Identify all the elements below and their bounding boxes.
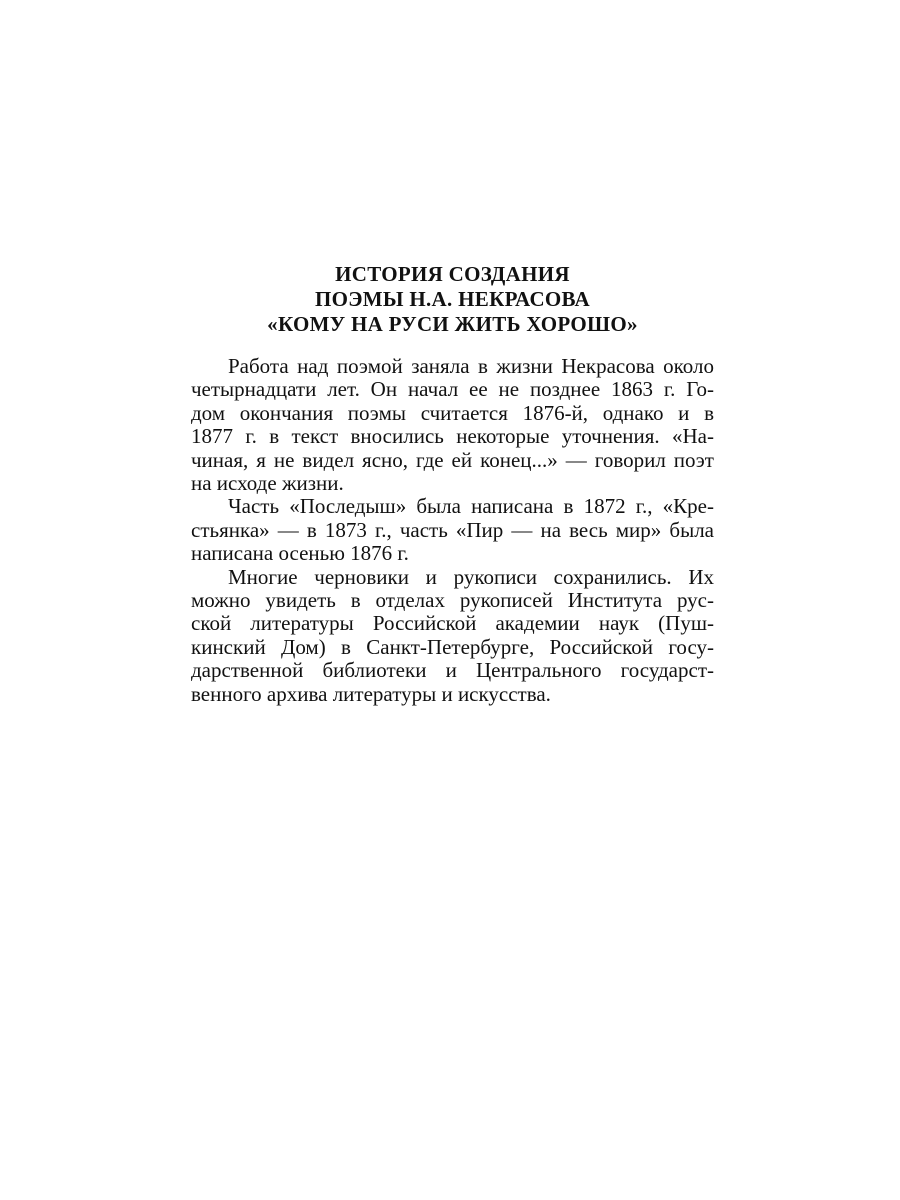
paragraph-line: венного архива литературы и искусства. bbox=[191, 681, 551, 706]
paragraph-line: дом окончания поэмы считается 1876-й, однако и в bbox=[191, 400, 714, 425]
paragraph-line: ской литературы Российской академии наук (Пуш- bbox=[191, 611, 714, 636]
paragraph-1 bbox=[191, 355, 714, 495]
paragraph-line: дарственной библиотеки и Центрального государст- bbox=[191, 658, 714, 683]
heading-line-3: «КОМУ НА РУСИ ЖИТЬ ХОРОШО» bbox=[267, 312, 638, 336]
text-block bbox=[191, 262, 714, 706]
paragraph-2 bbox=[191, 495, 714, 565]
paragraph-line: четырнадцати лет. Он начал ее не позднее 1863 г. Го- bbox=[191, 377, 714, 402]
chapter-heading bbox=[191, 262, 714, 337]
paragraph-line: кинский Дом) в Санкт-Петербурге, Российской госу- bbox=[191, 634, 714, 659]
paragraph-line: Многие черновики и рукописи сохранились. Их bbox=[228, 564, 714, 589]
paragraph-line: 1877 г. в текст вносились некоторые уточнения. «На- bbox=[191, 424, 714, 449]
paragraph-line: Часть «Последыш» была написана в 1872 г., «Кре- bbox=[228, 494, 714, 519]
paragraph-line: Работа над поэмой заняла в жизни Некрасова около bbox=[228, 354, 714, 378]
paragraph-3 bbox=[191, 566, 714, 706]
paragraph-line: написана осенью 1876 г. bbox=[191, 541, 409, 566]
heading-line-2: ПОЭМЫ Н.А. НЕКРАСОВА bbox=[314, 287, 591, 311]
paragraph-line: стьянка» — в 1873 г., часть «Пир — на весь мир» была bbox=[191, 517, 714, 542]
paragraph-line: чиная, я не видел ясно, где ей конец...» — говорил поэт bbox=[191, 447, 714, 472]
heading-line-1: ИСТОРИЯ СОЗДАНИЯ bbox=[335, 262, 570, 286]
paragraph-line: можно увидеть в отделах рукописей Института рус- bbox=[191, 588, 714, 613]
paragraph-line: на исходе жизни. bbox=[191, 471, 344, 496]
